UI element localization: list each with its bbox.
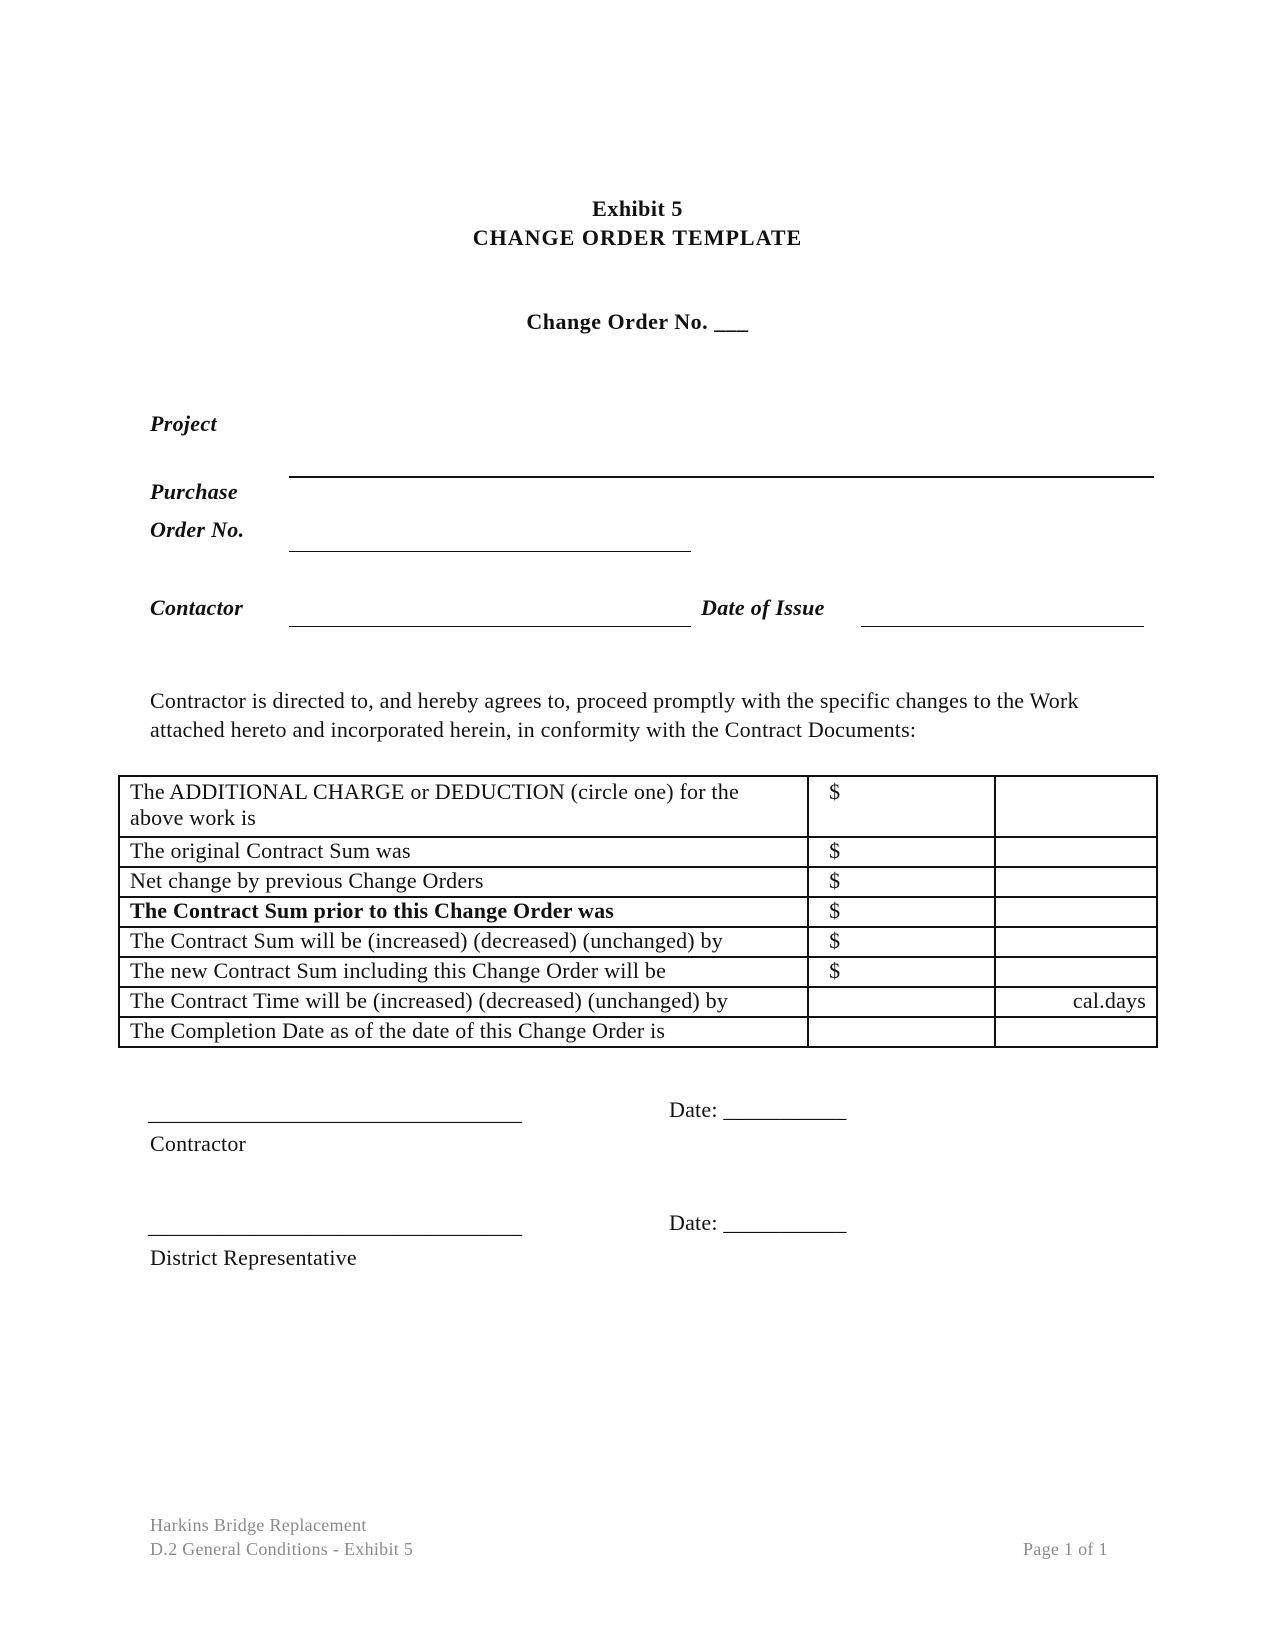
contractor-field-line[interactable] — [289, 626, 691, 627]
contractor-date-field[interactable]: Date: ___________ — [669, 1097, 847, 1122]
document-title: CHANGE ORDER TEMPLATE — [472, 225, 803, 250]
row-label: The Contract Sum will be (increased) (decreased) (unchanged) by — [119, 927, 808, 957]
row-label: Net change by previous Change Orders — [119, 867, 808, 897]
amount-cell[interactable]: $ — [808, 957, 995, 987]
table-row — [119, 897, 1157, 927]
district-rep-date-field[interactable]: Date: ___________ — [669, 1210, 847, 1235]
district-rep-signature-label: District Representative — [150, 1245, 357, 1270]
contractor-label: Contactor — [150, 595, 244, 620]
extra-cell[interactable] — [995, 776, 1157, 837]
table-row — [119, 957, 1157, 987]
change-order-number: Change Order No. ___ — [526, 309, 749, 334]
extra-cell[interactable] — [995, 867, 1157, 897]
row-label: The ADDITIONAL CHARGE or DEDUCTION (circle one) for the above work is — [119, 776, 808, 837]
amount-cell[interactable]: $ — [808, 837, 995, 867]
date-of-issue-label: Date of Issue — [701, 595, 825, 620]
extra-cell[interactable] — [995, 927, 1157, 957]
table-row — [119, 837, 1157, 867]
table-row — [119, 927, 1157, 957]
footer-page-number: Page 1 of 1 — [1023, 1539, 1108, 1559]
contractor-signature-label: Contractor — [150, 1131, 247, 1156]
row-label: The Completion Date as of the date of this Change Order is — [119, 1017, 808, 1047]
exhibit-number: Exhibit 5 — [592, 196, 683, 221]
table-row — [119, 867, 1157, 897]
extra-cell[interactable] — [995, 957, 1157, 987]
amount-cell[interactable]: $ — [808, 867, 995, 897]
amount-cell[interactable] — [808, 987, 995, 1017]
table-row — [119, 1017, 1157, 1047]
project-field-line[interactable] — [289, 476, 1154, 478]
amount-cell[interactable]: $ — [808, 776, 995, 837]
date-of-issue-field-line[interactable] — [861, 626, 1144, 627]
row-label: The original Contract Sum was — [119, 837, 808, 867]
purchase-order-field-line[interactable] — [289, 551, 691, 552]
extra-cell[interactable] — [995, 1017, 1157, 1047]
order-no-label: Order No. — [150, 517, 245, 542]
district-rep-signature-line[interactable]: __________________________________ — [148, 1213, 522, 1238]
table-row — [119, 987, 1157, 1017]
extra-cell[interactable] — [995, 837, 1157, 867]
intro-paragraph: Contractor is directed to, and hereby agrees to, proceed promptly with the specific changes to the Work attached hereto and incorporated herein, in conformity with the Contract Documents: — [150, 688, 1079, 742]
change-order-table — [118, 775, 1158, 1048]
contractor-signature-line[interactable]: __________________________________ — [148, 1100, 522, 1125]
amount-cell[interactable]: $ — [808, 897, 995, 927]
row-label: The new Contract Sum including this Change Order will be — [119, 957, 808, 987]
extra-cell[interactable] — [995, 897, 1157, 927]
amount-cell[interactable]: $ — [808, 927, 995, 957]
amount-cell[interactable] — [808, 1017, 995, 1047]
row-label: The Contract Sum prior to this Change Order was — [119, 897, 808, 927]
cal-days-cell[interactable]: cal.days — [995, 987, 1157, 1017]
footer-project: Harkins Bridge Replacement — [150, 1515, 367, 1535]
table-row — [119, 776, 1157, 837]
project-label: Project — [150, 411, 217, 436]
purchase-label: Purchase — [150, 479, 238, 504]
row-label: The Contract Time will be (increased) (decreased) (unchanged) by — [119, 987, 808, 1017]
footer-section: D.2 General Conditions - Exhibit 5 — [150, 1539, 414, 1559]
